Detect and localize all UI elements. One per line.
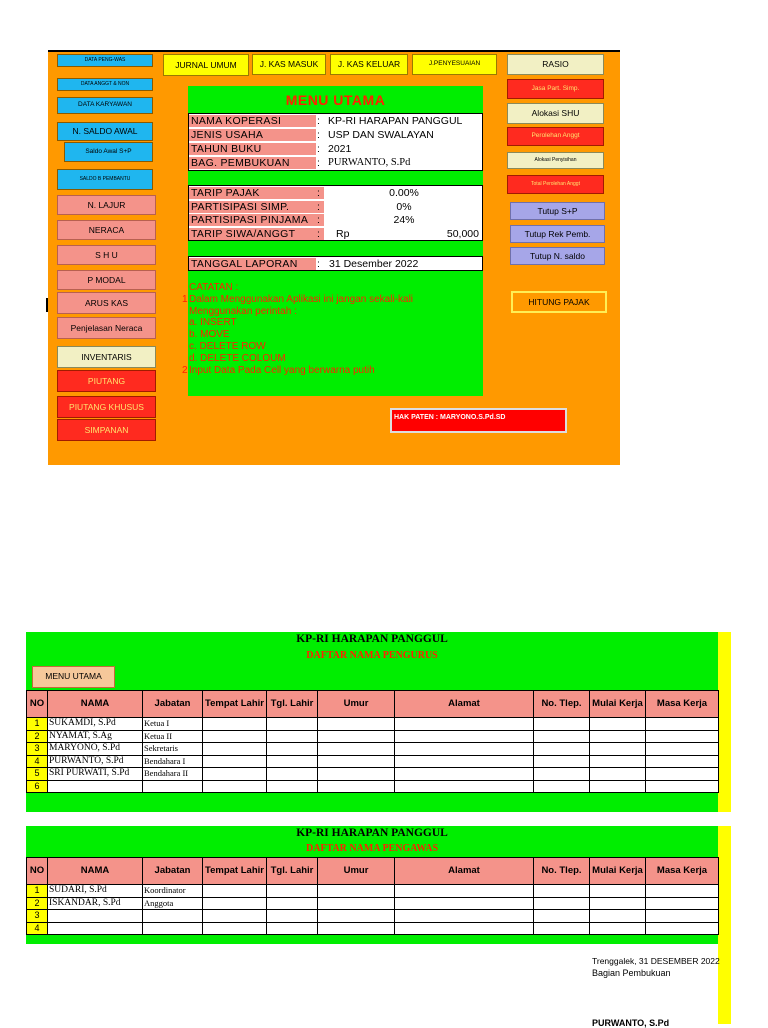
row-number: 3: [27, 743, 48, 756]
position-cell[interactable]: Ketua II: [143, 730, 203, 743]
position-cell[interactable]: Ketua I: [143, 718, 203, 731]
note-text: d. DELETE COLOUM: [189, 352, 286, 364]
info-label: BAG. PEMBUKUAN: [189, 157, 316, 169]
empty-cell[interactable]: [646, 768, 719, 781]
info-label: TAHUN BUKU: [189, 143, 316, 155]
arus-kas-button[interactable]: ARUS KAS: [57, 292, 156, 314]
info-row: [189, 129, 481, 141]
hitung-pajak-button[interactable]: HITUNG PAJAK: [511, 291, 607, 313]
empty-cell[interactable]: [534, 718, 590, 731]
alokasi-shu-button[interactable]: Alokasi SHU: [507, 103, 604, 124]
note-number: 2: [182, 364, 188, 376]
rate-currency: Rp: [336, 227, 350, 240]
empty-cell[interactable]: [318, 885, 395, 898]
column-header: NAMA: [48, 691, 143, 718]
rate-label: PARTISIPASI PINJAMA: [189, 214, 324, 226]
saldo-b-pembantu-button[interactable]: SALDO B PEMBANTU: [57, 169, 153, 190]
position-cell[interactable]: Anggota: [143, 897, 203, 910]
empty-cell[interactable]: [534, 743, 590, 756]
rate-label: PARTISIPASI SIMP.: [189, 201, 324, 213]
empty-cell[interactable]: [318, 730, 395, 743]
empty-cell[interactable]: [534, 755, 590, 768]
empty-cell[interactable]: [267, 897, 318, 910]
alokasi-penyisihan-button[interactable]: Alokasi Penyisihan: [507, 152, 604, 169]
rate-row: [189, 214, 481, 226]
empty-cell[interactable]: [318, 780, 395, 793]
simpanan-button[interactable]: SIMPANAN: [57, 419, 156, 441]
empty-cell[interactable]: [318, 897, 395, 910]
row-number: 5: [27, 768, 48, 781]
name-cell[interactable]: [48, 910, 143, 923]
empty-cell[interactable]: [267, 768, 318, 781]
empty-cell[interactable]: [267, 730, 318, 743]
empty-cell[interactable]: [534, 897, 590, 910]
empty-cell[interactable]: [395, 768, 534, 781]
empty-cell[interactable]: [267, 922, 318, 935]
empty-cell[interactable]: [590, 730, 646, 743]
note-line: [182, 341, 482, 353]
column-header: Mulai Kerja: [590, 858, 646, 885]
empty-cell[interactable]: [534, 910, 590, 923]
table-row: [27, 910, 719, 923]
empty-cell[interactable]: [534, 780, 590, 793]
note-text: Dalam Menggunakan Aplikasi ini jangan sekali-kali: [189, 293, 414, 305]
empty-cell[interactable]: [203, 743, 267, 756]
note-text: Input Data Pada Cell yang berwarna putih: [189, 364, 375, 376]
info-value[interactable]: PURWANTO, S.Pd: [328, 157, 411, 168]
empty-cell[interactable]: [646, 755, 719, 768]
empty-cell[interactable]: [646, 743, 719, 756]
row-number: 1: [27, 718, 48, 731]
pengawas-table: [26, 857, 719, 935]
report-date-colon: :: [317, 258, 320, 270]
column-header: Alamat: [395, 691, 534, 718]
rate-label: TARIP PAJAK: [189, 187, 324, 199]
empty-cell[interactable]: [590, 922, 646, 935]
name-cell[interactable]: SUDARI, S.Pd: [48, 885, 143, 898]
column-header: Masa Kerja: [646, 858, 719, 885]
empty-cell[interactable]: [646, 730, 719, 743]
name-cell[interactable]: ISKANDAR, S.Pd: [48, 897, 143, 910]
column-header: Alamat: [395, 858, 534, 885]
empty-cell[interactable]: [318, 922, 395, 935]
rate-colon: :: [317, 214, 320, 226]
row-number: 3: [27, 910, 48, 923]
name-cell[interactable]: SUKAMDI, S.Pd: [48, 718, 143, 731]
empty-cell[interactable]: [534, 730, 590, 743]
info-label: JENIS USAHA: [189, 129, 316, 141]
rasio-button[interactable]: RASIO: [507, 54, 604, 75]
saldo-awal-s-p-button[interactable]: Saldo Awal S+P: [64, 142, 153, 162]
rate-row: [189, 187, 481, 199]
table-row: [27, 730, 719, 743]
column-header: NO: [27, 691, 48, 718]
empty-cell[interactable]: [395, 755, 534, 768]
info-value[interactable]: 2021: [328, 143, 352, 155]
rate-value[interactable]: 50,000: [446, 227, 479, 240]
empty-cell[interactable]: [590, 910, 646, 923]
rate-colon: :: [317, 187, 320, 199]
empty-cell[interactable]: [203, 885, 267, 898]
table-row: [27, 755, 719, 768]
column-header: Umur: [318, 858, 395, 885]
position-cell[interactable]: [143, 780, 203, 793]
info-colon: :: [317, 129, 320, 141]
piutang-khusus-button[interactable]: PIUTANG KHUSUS: [57, 396, 156, 418]
empty-cell[interactable]: [646, 910, 719, 923]
position-cell[interactable]: Sekretaris: [143, 743, 203, 756]
name-cell[interactable]: MARYONO, S.Pd: [48, 743, 143, 756]
empty-cell[interactable]: [267, 885, 318, 898]
name-cell[interactable]: NYAMAT, S.Ag: [48, 730, 143, 743]
signature-role: Bagian Pembukuan: [592, 968, 671, 978]
notes-title: CATATAN :: [189, 282, 239, 293]
empty-cell[interactable]: [590, 755, 646, 768]
empty-cell[interactable]: [590, 768, 646, 781]
empty-cell[interactable]: [395, 718, 534, 731]
empty-cell[interactable]: [203, 755, 267, 768]
empty-cell[interactable]: [534, 885, 590, 898]
name-cell[interactable]: [48, 922, 143, 935]
empty-cell[interactable]: [646, 897, 719, 910]
table-row: [27, 768, 719, 781]
row-number: 4: [27, 755, 48, 768]
info-row: [189, 143, 481, 155]
j-kas-keluar-button[interactable]: J. KAS KELUAR: [330, 54, 408, 75]
name-cell[interactable]: [48, 780, 143, 793]
column-header: No. Tlep.: [534, 691, 590, 718]
row-number: 4: [27, 922, 48, 935]
rate-value[interactable]: 0%: [396, 200, 412, 213]
tutup-n-saldo-button[interactable]: Tutup N. saldo: [510, 247, 605, 265]
j-penyesuaian-button[interactable]: J.PENYESUAIAN: [412, 54, 497, 75]
n-lajur-button[interactable]: N. LAJUR: [57, 195, 156, 215]
rates-box: [188, 185, 483, 241]
empty-cell[interactable]: [590, 885, 646, 898]
jurnal-umum-button[interactable]: JURNAL UMUM: [163, 54, 249, 76]
info-label: NAMA KOPERASI: [189, 115, 316, 127]
empty-cell[interactable]: [267, 743, 318, 756]
empty-cell[interactable]: [395, 910, 534, 923]
empty-cell[interactable]: [318, 743, 395, 756]
n-saldo-awal-button[interactable]: N. SALDO AWAL: [57, 122, 153, 141]
note-number: 1: [182, 293, 188, 305]
info-value[interactable]: KP-RI HARAPAN PANGGUL: [328, 115, 463, 127]
rate-colon: :: [317, 227, 320, 240]
column-header: Tempat Lahir: [203, 858, 267, 885]
jasa-part-simp-button[interactable]: Jasa Part. Simp.: [507, 79, 604, 99]
row-number: 1: [27, 885, 48, 898]
info-row: [189, 157, 481, 169]
empty-cell[interactable]: [203, 910, 267, 923]
column-header: Mulai Kerja: [590, 691, 646, 718]
penjelasan-neraca-button[interactable]: Penjelasan Neraca: [57, 317, 156, 339]
signature-name: PURWANTO, S.Pd: [592, 1018, 670, 1028]
signature-place-date: Trenggalek, 31 DESEMBER 2022: [592, 956, 720, 966]
tutup-s-p-button[interactable]: Tutup S+P: [510, 202, 605, 220]
row-number: 2: [27, 730, 48, 743]
position-cell[interactable]: Koordinator: [143, 885, 203, 898]
empty-cell[interactable]: [534, 922, 590, 935]
column-header: Tgl. Lahir: [267, 858, 318, 885]
sheet-yellow-bar: [718, 632, 731, 812]
note-text: c. DELETE ROW: [189, 340, 266, 352]
report-date-value[interactable]: 31 Desember 2022: [329, 258, 419, 270]
menu-utama-button[interactable]: MENU UTAMA: [32, 666, 115, 688]
patent-banner: HAK PATEN : MARYONO.S.Pd.SD: [390, 408, 567, 433]
info-colon: :: [317, 115, 320, 127]
empty-cell[interactable]: [203, 922, 267, 935]
empty-cell[interactable]: [646, 780, 719, 793]
empty-cell[interactable]: [203, 897, 267, 910]
table-row: [27, 780, 719, 793]
report-date-label: TANGGAL LAPORAN: [189, 258, 316, 270]
tutup-rek-pemb-button[interactable]: Tutup Rek Pemb.: [510, 225, 605, 243]
data-peng-was-button[interactable]: DATA PENG-WAS: [57, 54, 153, 67]
column-header: Umur: [318, 691, 395, 718]
rate-value[interactable]: 0.00%: [389, 187, 419, 199]
empty-cell[interactable]: [318, 718, 395, 731]
empty-cell[interactable]: [395, 897, 534, 910]
s-h-u-button[interactable]: S H U: [57, 245, 156, 265]
neraca-button[interactable]: NERACA: [57, 220, 156, 240]
empty-cell[interactable]: [395, 885, 534, 898]
note-line: [182, 317, 482, 329]
notes: [182, 282, 482, 376]
note-text: a. INSERT: [189, 317, 237, 329]
empty-cell[interactable]: [203, 718, 267, 731]
rate-label: TARIP SIWA/ANGGT: [189, 228, 324, 240]
column-header: NO: [27, 858, 48, 885]
p-modal-button[interactable]: P MODAL: [57, 270, 156, 290]
empty-cell[interactable]: [395, 730, 534, 743]
column-header: Jabatan: [143, 691, 203, 718]
info-value[interactable]: USP DAN SWALAYAN: [328, 129, 434, 141]
empty-cell[interactable]: [267, 910, 318, 923]
empty-cell[interactable]: [646, 718, 719, 731]
note-line: [182, 306, 482, 318]
empty-cell[interactable]: [534, 768, 590, 781]
pengawas-subtitle: DAFTAR NAMA PENGAWAS: [305, 843, 439, 854]
note-line: [182, 329, 482, 341]
table-row: [27, 885, 719, 898]
j-kas-masuk-button[interactable]: J. KAS MASUK: [252, 54, 326, 75]
note-line: [182, 353, 482, 365]
table-row: [27, 718, 719, 731]
rate-row: [189, 201, 481, 213]
column-header: Tgl. Lahir: [267, 691, 318, 718]
menu-title: MENU UTAMA: [285, 92, 386, 108]
name-cell[interactable]: PURWANTO, S.Pd: [48, 755, 143, 768]
pengurus-subtitle: DAFTAR NAMA PENGURUS: [306, 650, 438, 661]
empty-cell[interactable]: [646, 885, 719, 898]
empty-cell[interactable]: [590, 780, 646, 793]
rate-row: [189, 228, 481, 240]
empty-cell[interactable]: [318, 910, 395, 923]
column-header: Jabatan: [143, 858, 203, 885]
rate-value[interactable]: 24%: [393, 214, 415, 226]
position-cell[interactable]: [143, 922, 203, 935]
info-colon: :: [317, 143, 320, 155]
panel-border: [48, 50, 620, 52]
rate-colon: :: [317, 200, 320, 213]
table-row: [27, 743, 719, 756]
empty-cell[interactable]: [203, 730, 267, 743]
position-cell[interactable]: [143, 910, 203, 923]
pengawas-title: KP-RI HARAPAN PANGGUL: [296, 827, 448, 839]
piutang-button[interactable]: PIUTANG: [57, 370, 156, 392]
empty-cell[interactable]: [318, 755, 395, 768]
note-text: b. MOVE: [189, 329, 230, 341]
empty-cell[interactable]: [590, 743, 646, 756]
column-header: Tempat Lahir: [203, 691, 267, 718]
position-cell[interactable]: Bendahara I: [143, 755, 203, 768]
column-header: Masa Kerja: [646, 691, 719, 718]
column-header: NAMA: [48, 858, 143, 885]
note-line: [182, 365, 482, 377]
report-date-box: [188, 256, 483, 271]
empty-cell[interactable]: [267, 755, 318, 768]
position-cell[interactable]: Bendahara II: [143, 768, 203, 781]
perolehan-anggt-button[interactable]: Perolehan Anggt: [507, 127, 604, 146]
row-number: 6: [27, 780, 48, 793]
pengurus-table: [26, 690, 719, 793]
row-number: 2: [27, 897, 48, 910]
cooperative-info-box: [188, 113, 483, 171]
empty-cell[interactable]: [646, 922, 719, 935]
name-cell[interactable]: SRI PURWATI, S.Pd: [48, 768, 143, 781]
inventaris-button[interactable]: INVENTARIS: [57, 346, 156, 368]
sheet-yellow-bar: [718, 826, 731, 1024]
empty-cell[interactable]: [267, 780, 318, 793]
table-row: [27, 922, 719, 935]
empty-cell[interactable]: [395, 780, 534, 793]
table-row: [27, 897, 719, 910]
info-colon: :: [317, 157, 320, 169]
empty-cell[interactable]: [318, 768, 395, 781]
pengurus-title: KP-RI HARAPAN PANGGUL: [296, 633, 448, 645]
empty-cell[interactable]: [395, 922, 534, 935]
empty-cell[interactable]: [267, 718, 318, 731]
column-header: No. Tlep.: [534, 858, 590, 885]
note-line: [182, 294, 482, 306]
note-text: Menggunakan perintah :: [189, 305, 297, 317]
empty-cell[interactable]: [203, 768, 267, 781]
data-karyawan-button[interactable]: DATA KARYAWAN: [57, 97, 153, 114]
empty-cell[interactable]: [590, 718, 646, 731]
empty-cell[interactable]: [590, 897, 646, 910]
data-anggt-non-button[interactable]: DATA ANGGT & NON: [57, 78, 153, 91]
info-row: [189, 115, 481, 127]
empty-cell[interactable]: [203, 780, 267, 793]
panel-edge-mark: [46, 298, 48, 312]
empty-cell[interactable]: [395, 743, 534, 756]
total-perolehan-anggt-button[interactable]: Total Perolehan Anggt: [507, 175, 604, 194]
